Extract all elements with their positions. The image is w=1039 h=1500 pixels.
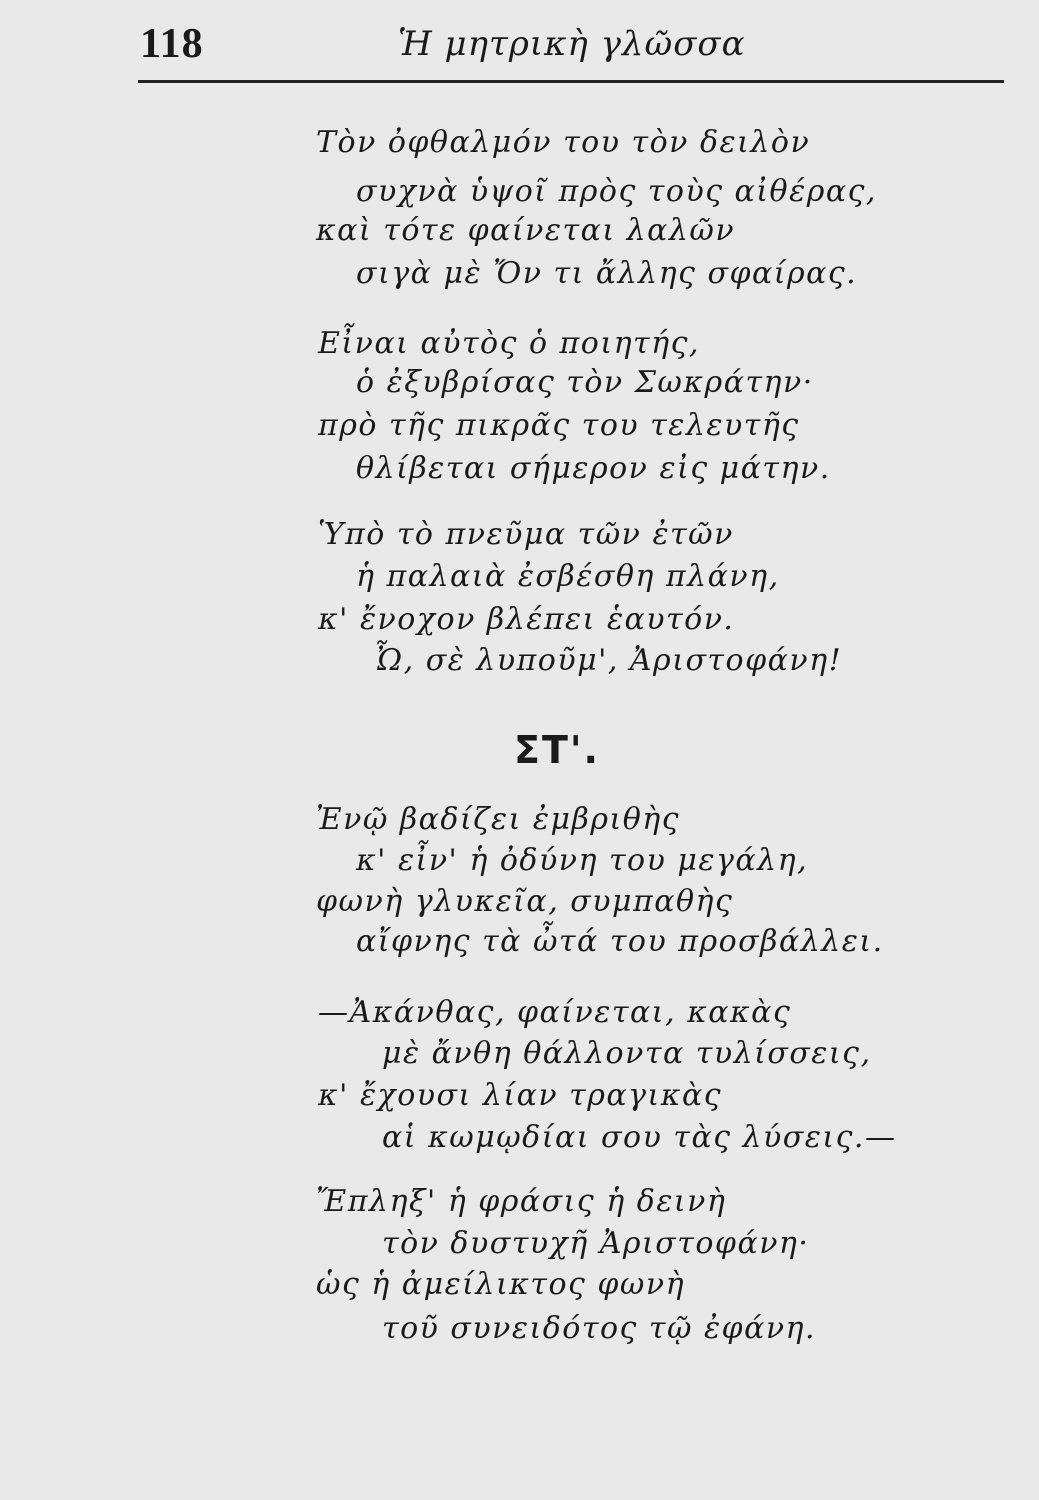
page-number: 118 — [140, 21, 204, 67]
poem-line: φωνὴ γλυκεῖα, συμπαθὴς — [316, 884, 734, 919]
header-rule — [138, 80, 1004, 83]
poem-line: ὡς ἡ ἀμείλικτος φωνὴ — [316, 1267, 686, 1302]
poem-line: πρὸ τῆς πικρᾶς του τελευτῆς — [318, 408, 800, 443]
poem-line: τοῦ συνειδότος τῷ ἐφάνη. — [382, 1311, 817, 1346]
poem-line: κ' εἶν' ἡ ὀδύνη του μεγάλη, — [356, 843, 809, 878]
poem-line: θλίβεται σήμερον εἰς μάτην. — [356, 451, 831, 486]
poem-line: Ὑπὸ τὸ πνεῦμα τῶν ἐτῶν — [318, 517, 734, 552]
poem-line: ἡ παλαιὰ ἐσβέσθη πλάνη, — [356, 559, 780, 594]
poem-line: σιγὰ μὲ Ὄν τι ἄλλης σφαίρας. — [356, 256, 858, 291]
poem-line: Τὸν ὀφθαλμόν του τὸν δειλὸν — [316, 125, 811, 160]
poem-line: Ἐνῷ βαδίζει ἐμβριθὴς — [316, 802, 681, 837]
poem-line: καὶ τότε φαίνεται λαλῶν — [316, 213, 736, 248]
running-title: Ἡ μητρικὴ γλῶσσα — [398, 24, 746, 64]
poem-line: μὲ ἄνθη θάλλοντα τυλίσσεις, — [382, 1036, 872, 1071]
section-heading: ΣΤ'. — [514, 728, 600, 772]
poem-line: —Ἀκάνθας, φαίνεται, κακὰς — [318, 995, 792, 1030]
poem-line: τὸν δυστυχῆ Ἀριστοφάνη· — [382, 1226, 810, 1261]
poem-line: κ' ἔνοχον βλέπει ἑαυτόν. — [318, 602, 735, 637]
poem-line: Εἶναι αὐτὸς ὁ ποιητής, — [318, 326, 700, 361]
poem-line: κ' ἔχουσι λίαν τραγικὰς — [318, 1078, 723, 1113]
poem-line: συχνὰ ὑψοῖ πρὸς τοὺς αἰθέρας, — [356, 174, 877, 209]
poem-line: ὁ ἐξυβρίσας τὸν Σωκράτην· — [356, 365, 814, 400]
poem-line: αἱ κωμῳδίαι σου τὰς λύσεις.— — [382, 1120, 897, 1155]
poem-line: Ἔπληξ' ἡ φράσις ἡ δεινὴ — [316, 1184, 727, 1219]
poem-line: αἴφνης τὰ ὦτά του προσβάλλει. — [356, 924, 884, 959]
poem-line: Ὦ, σὲ λυποῦμ', Ἀριστοφάνη! — [374, 643, 843, 678]
